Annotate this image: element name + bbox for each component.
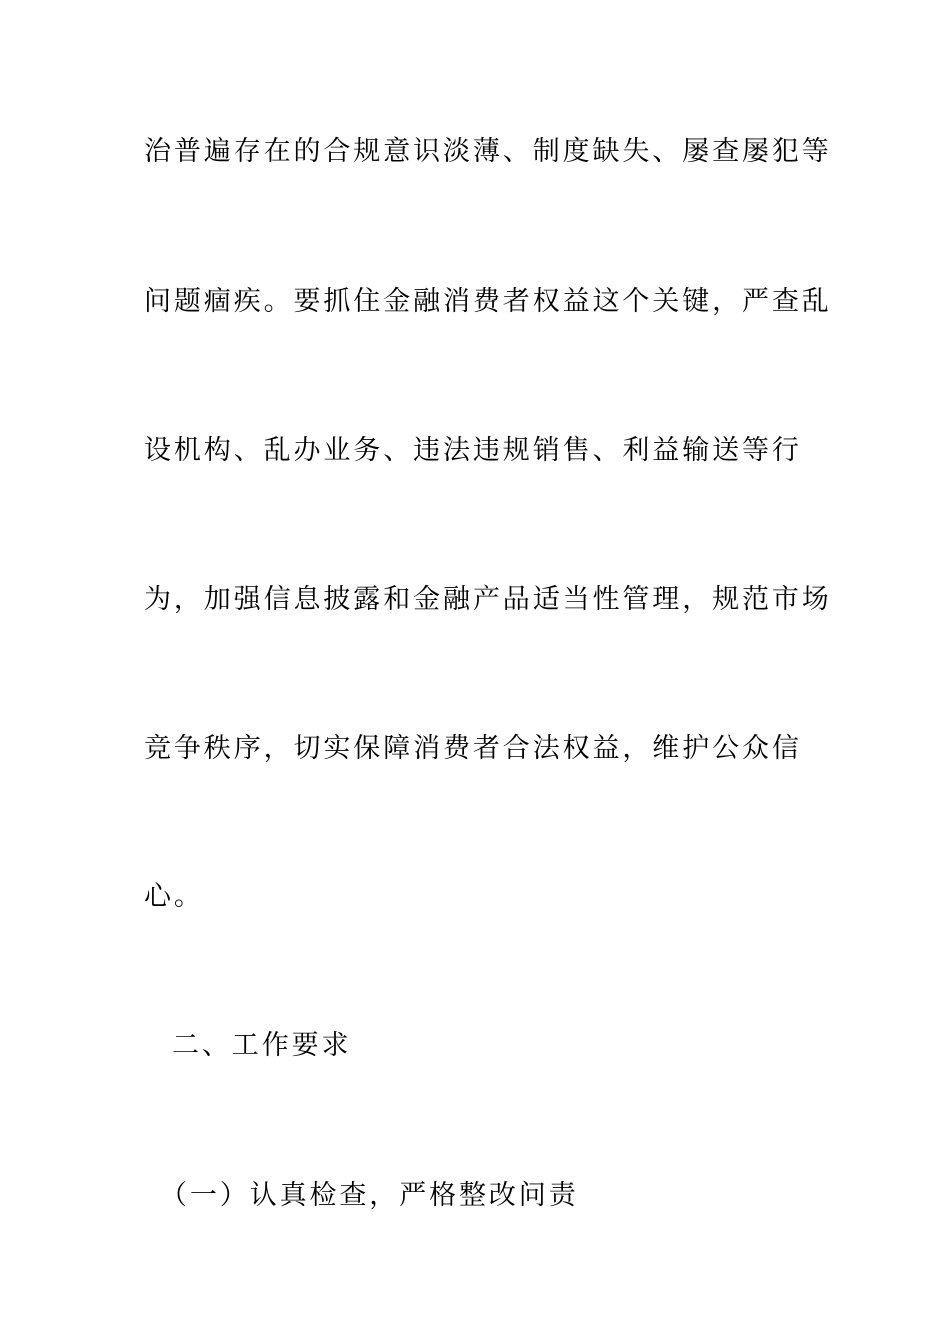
paragraph-line-1: 治普遍存在的合规意识淡薄、制度缺失、屡查屡犯等 <box>144 136 832 167</box>
paragraph-line-3: 设机构、乱办业务、违法违规销售、利益输送等行 <box>144 435 802 466</box>
paragraph-line-2: 问题痼疾。要抓住金融消费者权益这个关键，严查乱 <box>144 286 832 317</box>
paragraph-line-4: 为，加强信息披露和金融产品适当性管理，规范市场 <box>144 584 832 615</box>
section-heading: 二、工作要求 <box>172 1030 352 1061</box>
subsection-heading: （一）认真检查，严格整改问责 <box>160 1180 579 1211</box>
paragraph-line-6: 心。 <box>144 881 204 912</box>
paragraph-line-5: 竞争秩序，切实保障消费者合法权益，维护公众信 <box>144 733 802 764</box>
